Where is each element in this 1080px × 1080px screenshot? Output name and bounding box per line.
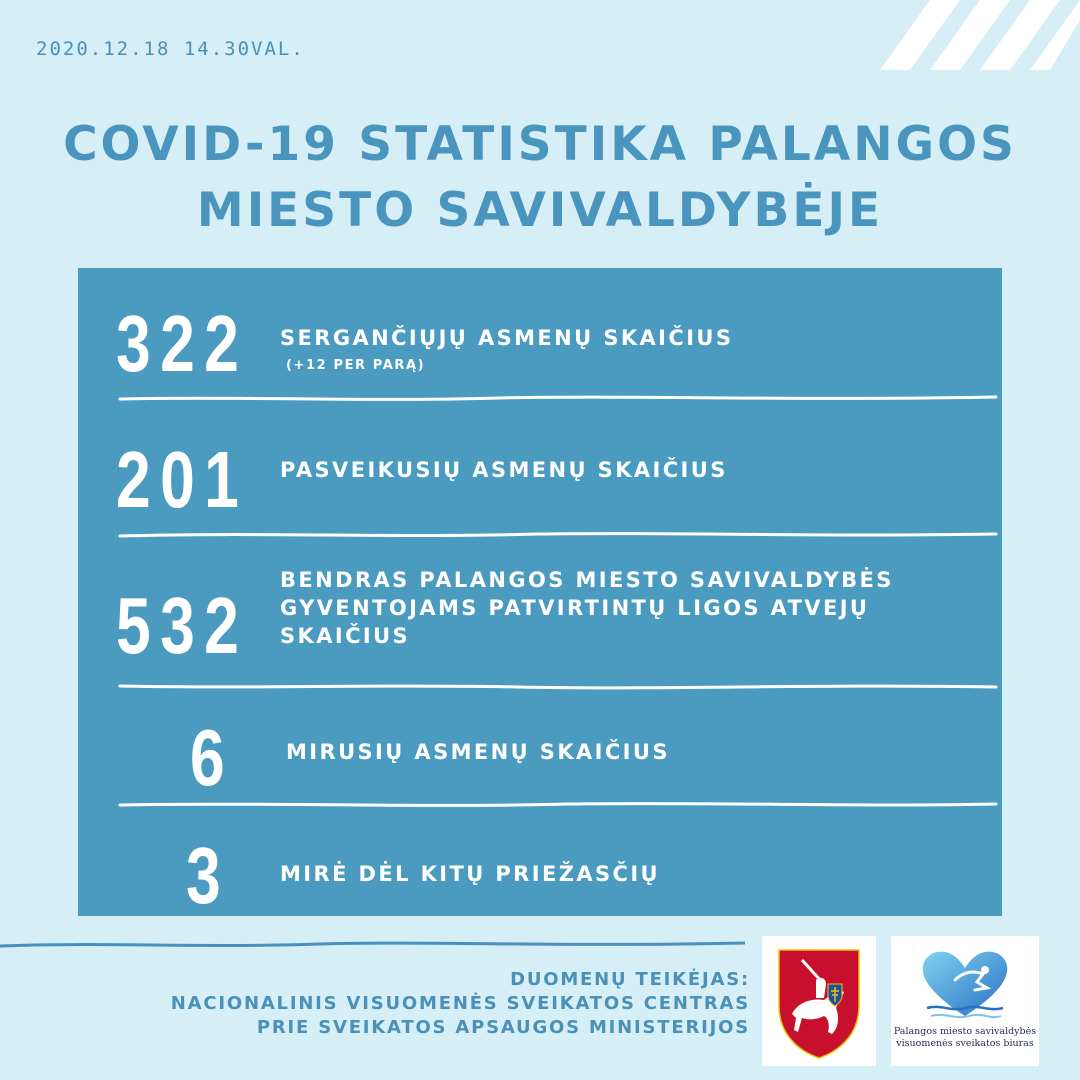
lithuania-coat-of-arms-icon <box>762 936 876 1066</box>
stat-label-deceased: MIRUSIŲ ASMENŲ SKAIČIUS <box>286 740 670 764</box>
stat-label-other-causes: MIRĖ DĖL KITŲ PRIEŽASČIŲ <box>280 862 660 886</box>
health-bureau-logo-box <box>891 936 1039 1066</box>
report-date: 2020.12.18 14.30VAL. <box>36 38 305 60</box>
health-bureau-caption-line-1: Palangos miesto savivaldybės <box>893 1026 1037 1037</box>
health-bureau-caption-line-2: visuomenės sveikatos biuras <box>896 1037 1034 1049</box>
stats-panel <box>78 268 1002 920</box>
divider-1 <box>118 394 998 404</box>
stat-label-ill: SERGANČIŲJŲ ASMENŲ SKAIČIUS <box>280 326 734 350</box>
stat-value-deceased: 6 <box>190 713 235 802</box>
crest-box <box>762 936 876 1066</box>
page-title-line-2: MIESTO SAVIVALDYBĖJE <box>196 182 884 238</box>
data-provider <box>171 968 750 1040</box>
stat-value-recovered: 201 <box>116 435 249 524</box>
stat-value-other-causes: 3 <box>186 831 231 920</box>
stat-label-total-line-1: BENDRAS PALANGOS MIESTO SAVIVALDYBĖS <box>280 568 894 592</box>
data-provider-heading: DUOMENŲ TEIKĖJAS: <box>510 969 750 990</box>
stat-label-total-line-2: GYVENTOJAMS PATVIRTINTŲ LIGOS ATVEJŲ <box>280 596 870 621</box>
divider-3 <box>118 682 998 692</box>
data-provider-name: NACIONALINIS VISUOMENĖS SVEIKATOS CENTRAS <box>170 993 750 1015</box>
page-title <box>0 112 1080 244</box>
divider-2 <box>118 530 998 540</box>
stat-label-total <box>280 566 894 650</box>
data-provider-ministry: PRIE SVEIKATOS APSAUGOS MINISTERIJOS <box>256 1017 750 1039</box>
stat-value-total: 532 <box>116 581 249 670</box>
stat-value-ill: 322 <box>116 299 249 388</box>
heart-swimmer-logo-icon <box>891 936 1039 1026</box>
decorative-stripes <box>820 0 1080 70</box>
footer-divider <box>0 938 745 952</box>
stat-sublabel-ill: (+12 PER PARĄ) <box>286 358 426 373</box>
page-title-line-1: COVID-19 STATISTIKA PALANGOS <box>63 117 1017 172</box>
divider-4 <box>118 800 998 810</box>
stat-label-total-line-3: SKAIČIUS <box>280 624 411 649</box>
stat-label-recovered: PASVEIKUSIŲ ASMENŲ SKAIČIUS <box>280 458 728 482</box>
health-bureau-caption <box>891 1026 1039 1050</box>
